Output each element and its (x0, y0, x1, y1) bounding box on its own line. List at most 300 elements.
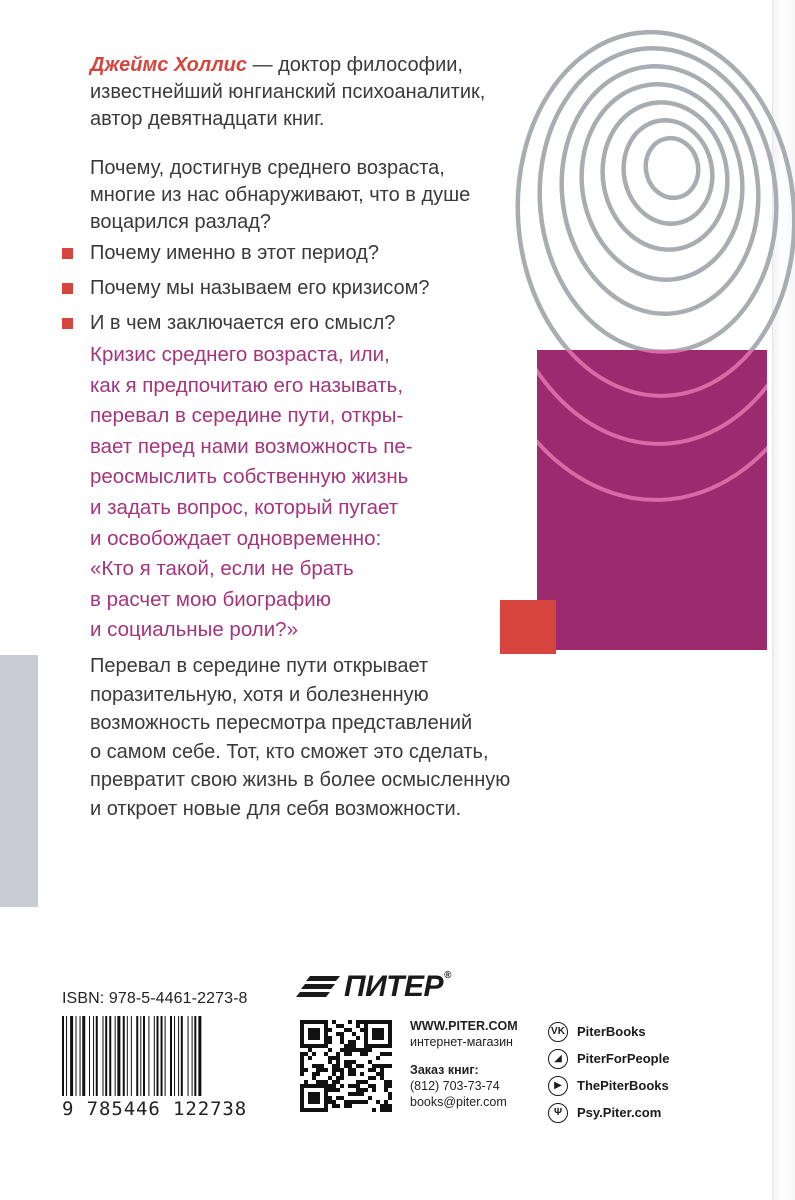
qr-module (356, 1024, 360, 1028)
barcode-digits: 9 785446 122738 (62, 1098, 248, 1120)
qr-module (372, 1088, 376, 1092)
qr-module (348, 1064, 352, 1068)
qr-module (348, 1048, 352, 1052)
qr-module (364, 1032, 368, 1036)
qr-module (324, 1068, 328, 1072)
qr-module (364, 1024, 368, 1028)
vk-icon: VK (548, 1022, 568, 1042)
qr-module (364, 1052, 368, 1056)
qr-module (360, 1092, 364, 1096)
qr-module (300, 1064, 304, 1068)
qr-module (356, 1084, 360, 1088)
qr-module (312, 1028, 316, 1032)
qr-module (328, 1036, 332, 1040)
qr-module (384, 1084, 388, 1088)
qr-module (368, 1048, 372, 1052)
qr-module (320, 1080, 324, 1084)
qr-module (328, 1088, 332, 1092)
phone-number: (812) 703-73-74 (410, 1079, 500, 1093)
qr-module (336, 1096, 340, 1100)
qr-module (380, 1052, 384, 1056)
barcode-bar (89, 1016, 90, 1096)
qr-module (320, 1064, 324, 1068)
barcode-bar (66, 1016, 67, 1096)
qr-module (300, 1028, 304, 1032)
qr-module (328, 1040, 332, 1044)
qr-module (348, 1104, 352, 1108)
qr-module (384, 1108, 388, 1112)
qr-module (352, 1032, 356, 1036)
qr-module (360, 1048, 364, 1052)
closing-line: о самом себе. Тот, кто сможет это сделать, (90, 740, 489, 763)
qr-module (376, 1072, 380, 1076)
shop-label: интернет-магазин (410, 1035, 513, 1049)
qr-module (360, 1080, 364, 1084)
closing-line: возможность пересмотра представлений (90, 712, 473, 734)
qr-module (324, 1024, 328, 1028)
qr-module (360, 1100, 364, 1104)
qr-module (384, 1020, 388, 1024)
barcode-bar (109, 1016, 111, 1096)
qr-module (312, 1108, 316, 1112)
author-line: известнейший юнгианский психоаналитик, (90, 81, 486, 103)
qr-module (332, 1068, 336, 1072)
qr-module (324, 1096, 328, 1100)
qr-module (312, 1092, 316, 1096)
qr-module (360, 1064, 364, 1068)
qr-module (304, 1084, 308, 1088)
barcode-bar (143, 1016, 145, 1096)
barcode-bar (188, 1016, 189, 1096)
qr-module (300, 1096, 304, 1100)
qr-code (300, 1020, 392, 1112)
magenta-block (537, 350, 767, 650)
qr-module (344, 1100, 348, 1104)
qr-module (316, 1092, 320, 1096)
bullet-item: Почему именно в этот период? (62, 240, 430, 275)
bullet-item: И в чем заключается его смысл? (62, 310, 430, 345)
qr-module (328, 1076, 332, 1080)
publisher-name: ПИТЕР® (344, 970, 451, 1003)
qr-module (340, 1036, 344, 1040)
qr-module (336, 1056, 340, 1060)
qr-module (348, 1028, 352, 1032)
qr-module (380, 1036, 384, 1040)
qr-module (368, 1076, 372, 1080)
qr-module (360, 1028, 364, 1032)
website-link[interactable]: WWW.PITER.COM (410, 1019, 518, 1033)
ring (537, 350, 767, 452)
qr-module (300, 1032, 304, 1036)
qr-module (316, 1100, 320, 1104)
qr-module (328, 1028, 332, 1032)
qr-module (336, 1032, 340, 1036)
quote-line: перевал в середине пути, откры- (90, 404, 404, 428)
qr-module (336, 1068, 340, 1072)
qr-module (352, 1068, 356, 1072)
qr-module (348, 1040, 352, 1044)
barcode-bar (70, 1016, 73, 1096)
qr-module (316, 1084, 320, 1088)
qr-module (376, 1036, 380, 1040)
qr-module (312, 1064, 316, 1068)
qr-module (352, 1072, 356, 1076)
intro-question (90, 155, 530, 236)
qr-module (380, 1104, 384, 1108)
qr-module (360, 1072, 364, 1076)
qr-module (316, 1108, 320, 1112)
qr-module (308, 1096, 312, 1100)
qr-module (388, 1044, 392, 1048)
qr-module (360, 1088, 364, 1092)
social-item-psy[interactable]: Ψ Psy.Piter.com (548, 1099, 669, 1126)
qr-module (340, 1084, 344, 1088)
qr-module (300, 1108, 304, 1112)
barcode-bar (80, 1016, 81, 1096)
qr-module (308, 1036, 312, 1040)
qr-module (320, 1068, 324, 1072)
author-line: автор девятнадцати книг. (90, 108, 325, 130)
qr-module (312, 1076, 316, 1080)
qr-module (344, 1052, 348, 1056)
qr-module (356, 1020, 360, 1024)
barcode-bar (115, 1016, 116, 1096)
qr-module (372, 1044, 376, 1048)
qr-module (340, 1076, 344, 1080)
qr-module (380, 1020, 384, 1024)
qr-module (340, 1096, 344, 1100)
qr-module (320, 1108, 324, 1112)
qr-module (348, 1084, 352, 1088)
qr-module (300, 1044, 304, 1048)
question-line: воцарился разлад? (90, 211, 272, 233)
social-item-telegram[interactable]: ◢ PiterForPeople (548, 1045, 669, 1072)
quote-line: и задать вопрос, который пугает (90, 495, 399, 519)
qr-module (328, 1048, 332, 1052)
qr-module (376, 1056, 380, 1060)
question-line: многие из нас обнаруживают, что в душе (90, 184, 471, 206)
qr-module (340, 1024, 344, 1028)
qr-module (388, 1052, 392, 1056)
qr-module (356, 1064, 360, 1068)
qr-module (352, 1060, 356, 1064)
qr-module (320, 1020, 324, 1024)
qr-module (320, 1044, 324, 1048)
barcode-bar (170, 1016, 172, 1096)
qr-module (312, 1100, 316, 1104)
barcode (62, 1016, 252, 1096)
qr-module (324, 1100, 328, 1104)
closing-line: поразительную, хотя и болезненную (90, 683, 429, 706)
qr-module (308, 1020, 312, 1024)
qr-module (380, 1044, 384, 1048)
qr-module (340, 1068, 344, 1072)
piter-logo-icon (296, 974, 340, 1000)
qr-module (384, 1080, 388, 1084)
qr-module (380, 1032, 384, 1036)
qr-module (388, 1040, 392, 1044)
square-bullet-icon (62, 248, 73, 259)
qr-module (360, 1020, 364, 1024)
qr-module (364, 1080, 368, 1084)
qr-module (380, 1068, 384, 1072)
qr-module (388, 1092, 392, 1096)
gray-block (0, 655, 38, 907)
qr-module (352, 1040, 356, 1044)
order-label: Заказ книг: (410, 1063, 479, 1077)
qr-module (304, 1068, 308, 1072)
qr-module (388, 1108, 392, 1112)
qr-module (336, 1024, 340, 1028)
closing-line: и откроет новые для себя возможности. (90, 797, 462, 820)
qr-module (324, 1032, 328, 1036)
qr-module (380, 1072, 384, 1076)
qr-module (356, 1088, 360, 1092)
qr-module (380, 1064, 384, 1068)
qr-module (324, 1020, 328, 1024)
qr-module (312, 1020, 316, 1024)
qr-module (332, 1104, 336, 1108)
qr-module (300, 1056, 304, 1060)
barcode-bar (136, 1016, 138, 1096)
barcode-bar (127, 1016, 128, 1096)
ring (640, 133, 703, 203)
barcode-bar (93, 1016, 94, 1096)
barcode-bar (161, 1016, 163, 1096)
qr-module (376, 1064, 380, 1068)
qr-module (372, 1084, 376, 1088)
qr-module (308, 1092, 312, 1096)
qr-module (316, 1044, 320, 1048)
qr-module (316, 1068, 320, 1072)
qr-module (324, 1092, 328, 1096)
qr-module (312, 1096, 316, 1100)
qr-module (332, 1084, 336, 1088)
qr-module (300, 1092, 304, 1096)
ring (537, 350, 767, 405)
qr-module (308, 1108, 312, 1112)
qr-module (336, 1060, 340, 1064)
qr-module (344, 1048, 348, 1052)
qr-module (348, 1020, 352, 1024)
barcode-bar (181, 1016, 183, 1096)
barcode-bar (131, 1016, 132, 1096)
isbn-text: ISBN: 978-5-4461-2273-8 (62, 990, 248, 1007)
qr-module (336, 1088, 340, 1092)
qr-module (372, 1068, 376, 1072)
qr-module (364, 1028, 368, 1032)
qr-module (384, 1100, 388, 1104)
publisher-logo (296, 970, 451, 1004)
quote-line: «Кто я такой, если не брать (90, 557, 354, 581)
qr-module (332, 1080, 336, 1084)
qr-module (356, 1092, 360, 1096)
qr-module (304, 1080, 308, 1084)
qr-module (368, 1096, 372, 1100)
ring (537, 350, 767, 506)
quote-line: и освобождает одновременно: (90, 526, 382, 550)
qr-module (372, 1036, 376, 1040)
qr-module (316, 1080, 320, 1084)
qr-module (304, 1020, 308, 1024)
qr-module (300, 1072, 304, 1076)
qr-module (324, 1028, 328, 1032)
email-link[interactable]: books@piter.com (410, 1095, 507, 1109)
qr-module (308, 1028, 312, 1032)
qr-module (348, 1052, 352, 1056)
qr-module (304, 1052, 308, 1056)
qr-module (336, 1064, 340, 1068)
qr-module (340, 1048, 344, 1052)
qr-module (332, 1020, 336, 1024)
social-item-youtube[interactable]: ▶ ThePiterBooks (548, 1072, 669, 1099)
qr-module (332, 1072, 336, 1076)
bullet-item: Почему мы называем его кризисом? (62, 275, 430, 310)
qr-module (356, 1048, 360, 1052)
quote-line: реосмыслить собственную жизнь (90, 465, 409, 489)
qr-module (380, 1108, 384, 1112)
qr-module (300, 1084, 304, 1088)
qr-module (384, 1104, 388, 1108)
qr-module (388, 1032, 392, 1036)
barcode-bar (117, 1016, 120, 1096)
qr-module (312, 1072, 316, 1076)
youtube-icon: ▶ (548, 1076, 568, 1096)
qr-module (388, 1020, 392, 1024)
qr-module (300, 1024, 304, 1028)
quote-line: Кризис среднего возраста, или, (90, 343, 390, 366)
telegram-icon: ◢ (548, 1049, 568, 1069)
question-bullets (62, 240, 430, 345)
qr-module (324, 1052, 328, 1056)
quote-line: и социальные роли?» (90, 618, 298, 642)
qr-module (300, 1060, 304, 1064)
highlight-quote (90, 340, 530, 646)
qr-module (384, 1052, 388, 1056)
qr-module (368, 1068, 372, 1072)
qr-module (364, 1020, 368, 1024)
square-bullet-icon (62, 318, 73, 329)
qr-module (352, 1092, 356, 1096)
psy-icon: Ψ (548, 1103, 568, 1123)
barcode-bar (174, 1016, 175, 1096)
qr-module (324, 1088, 328, 1092)
qr-module (356, 1100, 360, 1104)
qr-module (344, 1044, 348, 1048)
publisher-contacts (410, 1018, 518, 1110)
qr-module (308, 1032, 312, 1036)
qr-module (324, 1040, 328, 1044)
qr-module (352, 1084, 356, 1088)
qr-module (312, 1044, 316, 1048)
qr-module (364, 1100, 368, 1104)
social-item-vk[interactable]: VK PiterBooks (548, 1018, 669, 1045)
qr-module (324, 1036, 328, 1040)
qr-module (340, 1040, 344, 1044)
qr-module (388, 1084, 392, 1088)
qr-module (384, 1064, 388, 1068)
qr-module (316, 1064, 320, 1068)
barcode-bar (198, 1016, 201, 1096)
qr-module (340, 1032, 344, 1036)
rings-on-magenta (537, 350, 767, 650)
barcode-bar (148, 1016, 149, 1096)
qr-module (300, 1020, 304, 1024)
barcode-bar (140, 1016, 141, 1096)
qr-module (348, 1100, 352, 1104)
qr-module (308, 1084, 312, 1088)
qr-module (364, 1088, 368, 1092)
qr-module (344, 1060, 348, 1064)
qr-module (364, 1036, 368, 1040)
qr-module (300, 1100, 304, 1104)
qr-module (372, 1064, 376, 1068)
qr-module (388, 1036, 392, 1040)
ring (506, 23, 795, 405)
qr-module (376, 1032, 380, 1036)
barcode-bar (62, 1016, 64, 1096)
qr-module (336, 1080, 340, 1084)
barcode-bar (165, 1016, 166, 1096)
barcode-bar (192, 1016, 193, 1096)
qr-module (320, 1084, 324, 1088)
qr-module (304, 1044, 308, 1048)
qr-module (308, 1100, 312, 1104)
closing-line: превратит свою жизнь в более осмысленную (90, 769, 511, 791)
barcode-bar (194, 1016, 196, 1096)
qr-module (376, 1100, 380, 1104)
question-line: Почему, достигнув среднего возраста, (90, 157, 445, 179)
qr-module (312, 1084, 316, 1088)
qr-module (372, 1032, 376, 1036)
quote-line: вает перед нами возможность пе- (90, 434, 413, 458)
qr-module (376, 1028, 380, 1032)
qr-module (328, 1056, 332, 1060)
qr-module (300, 1104, 304, 1108)
qr-module (368, 1044, 372, 1048)
qr-module (344, 1028, 348, 1032)
qr-module (316, 1096, 320, 1100)
quote-line: в расчет мою биографию (90, 587, 332, 611)
qr-module (364, 1048, 368, 1052)
closing-paragraph (90, 652, 550, 823)
qr-module (332, 1064, 336, 1068)
ring (614, 112, 722, 232)
qr-module (388, 1096, 392, 1100)
qr-module (372, 1108, 376, 1112)
qr-module (348, 1044, 352, 1048)
qr-module (336, 1104, 340, 1108)
qr-module (368, 1020, 372, 1024)
qr-module (352, 1100, 356, 1104)
qr-module (364, 1044, 368, 1048)
barcode-bar (154, 1016, 155, 1096)
closing-line: Перевал в середине пути открывает (90, 655, 429, 677)
qr-module (324, 1108, 328, 1112)
qr-module (372, 1028, 376, 1032)
qr-module (332, 1088, 336, 1092)
qr-module (300, 1068, 304, 1072)
qr-module (380, 1076, 384, 1080)
qr-module (332, 1100, 336, 1104)
qr-module (308, 1048, 312, 1052)
qr-module (372, 1020, 376, 1024)
barcode-bar (103, 1016, 104, 1096)
qr-module (304, 1108, 308, 1112)
qr-module (372, 1076, 376, 1080)
barcode-bar (105, 1016, 107, 1096)
qr-module (324, 1044, 328, 1048)
